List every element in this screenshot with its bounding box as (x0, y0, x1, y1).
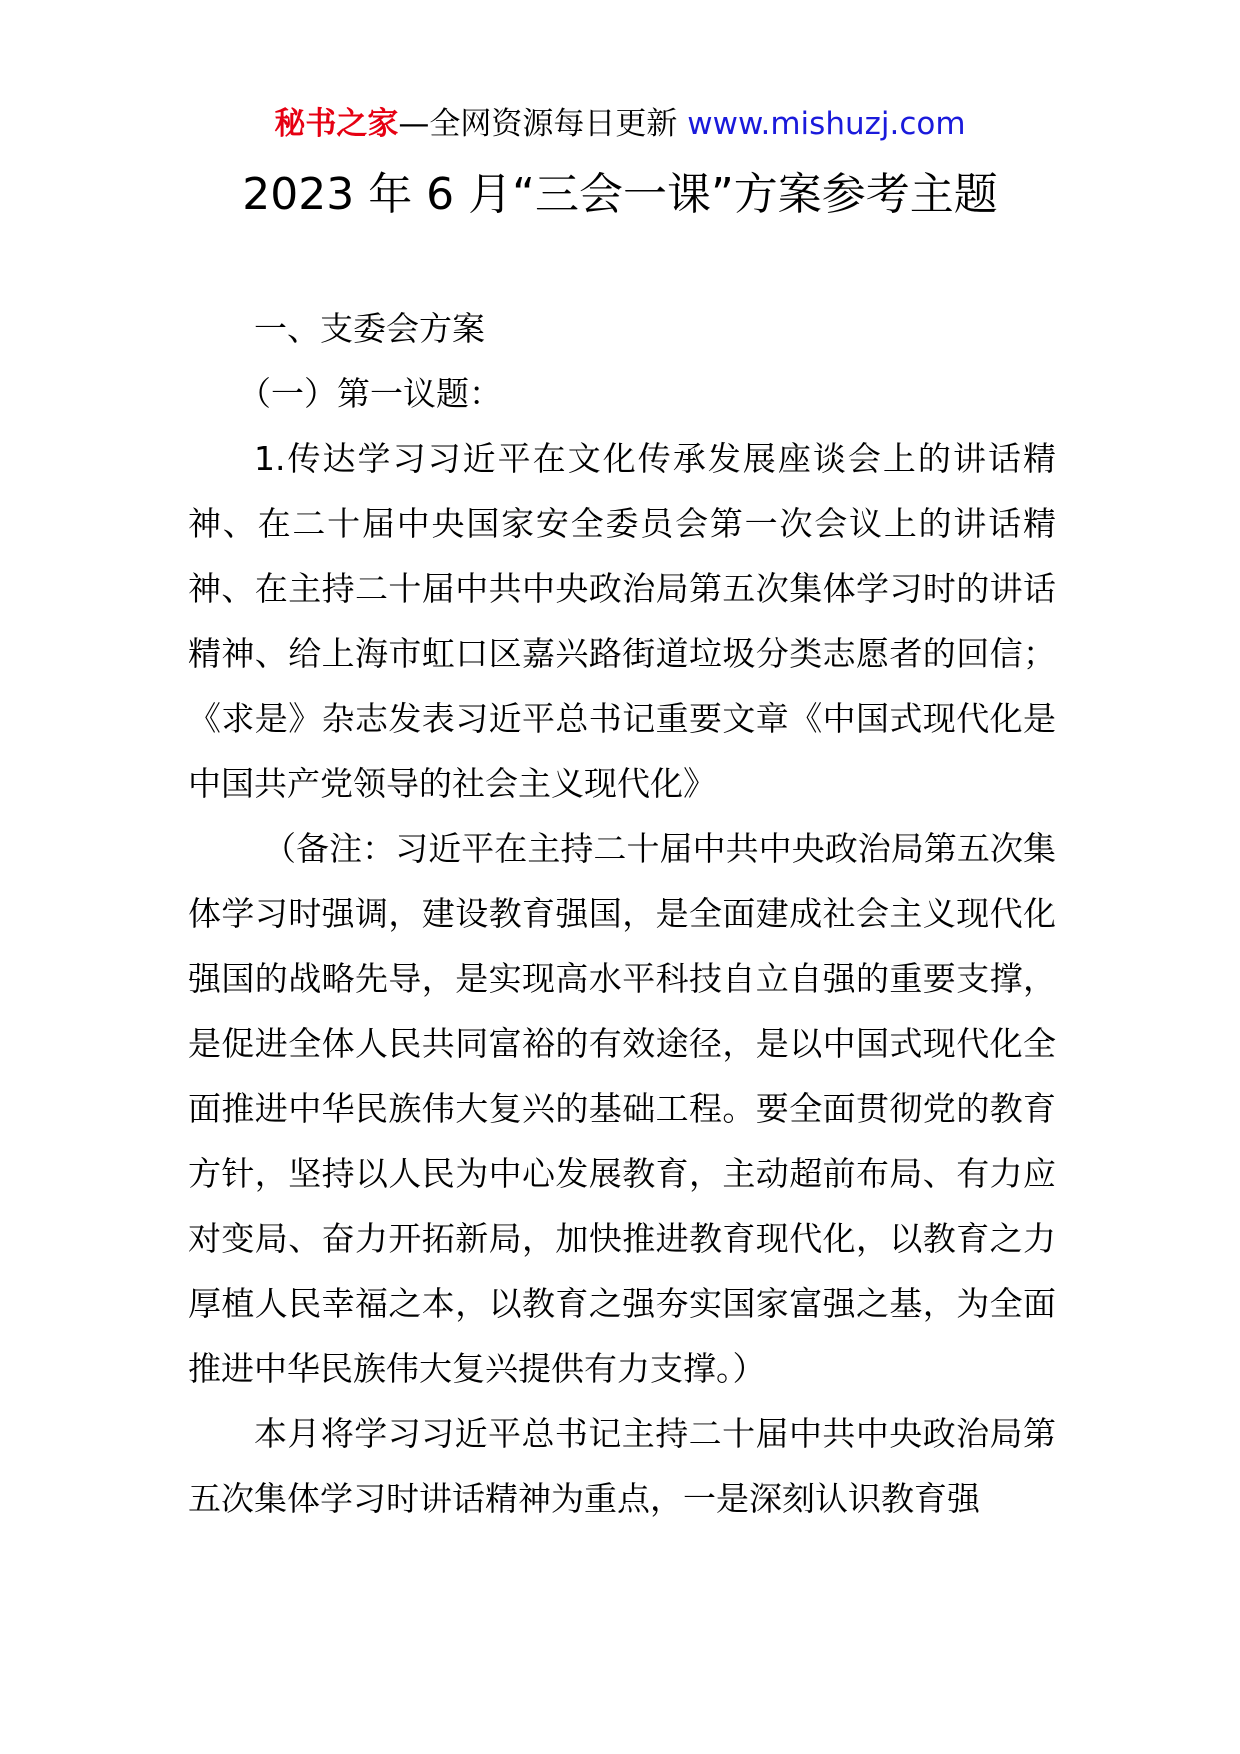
banner-tagline: —全网资源每日更新 (398, 106, 678, 142)
agenda-item-1: 1.传达学习习近平在文化传承发展座谈会上的讲话精神、在二十届中央国家安全委员会第一次会议上的讲话精神、在主持二十届中共中央政治局第五次集体学习时的讲话精神、给上海市虹口区嘉兴路街道垃圾分类志愿者的回信；《求是》杂志发表习近平总书记重要文章《中国式现代化是中国共产党领导的社会主义现代化》 (188, 439, 1056, 803)
section-heading: 一、支委会方案 (254, 309, 485, 348)
body-paragraph: 本月将学习习近平总书记主持二十届中共中央政治局第五次集体学习时讲话精神为重点，一是深刻认识教育强 (188, 1414, 1056, 1518)
subsection-heading: （一）第一议题： (238, 374, 502, 413)
site-banner (0, 100, 1240, 148)
brand-name: 秘书之家 (274, 106, 399, 142)
site-url-link[interactable]: www.mishuzj.com (687, 106, 966, 142)
document-body (188, 296, 1056, 1531)
note-paragraph: （备注：习近平在主持二十届中共中央政治局第五次集体学习时强调，建设教育强国，是全面建成社会主义现代化强国的战略先导，是实现高水平科技自立自强的重要支撑，是促进全体人民共同富裕的有效途径，是以中国式现代化全面推进中华民族伟大复兴的基础工程。要全面贯彻党的教育方针，坚持以人民为中心发展教育，主动超前布局、有力应对变局、奋力开拓新局，加快推进教育现代化，以教育之力厚植人民幸福之本，以教育之强夯实国家富强之基，为全面推进中华民族伟大复兴提供有力支撑。） (188, 829, 1056, 1388)
document-title: 2023 年 6 月“三会一课”方案参考主题 (242, 169, 998, 220)
